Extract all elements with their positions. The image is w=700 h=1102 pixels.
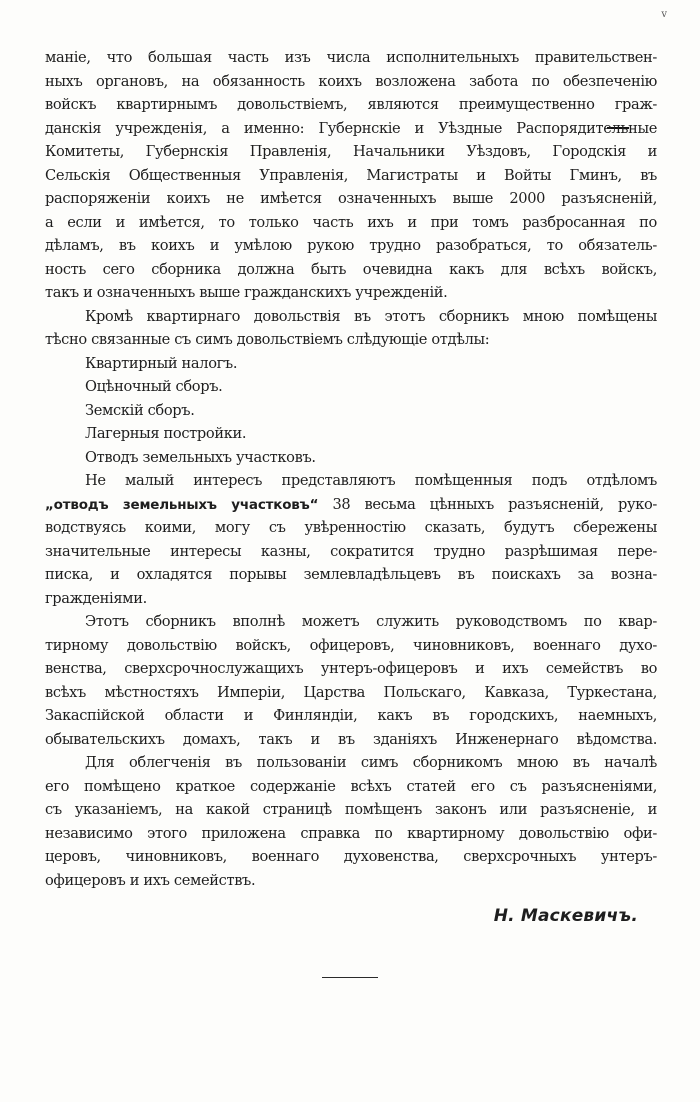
text-line: его помѣщено краткое содержаніе всѣхъ статей его съ разъясненіями, <box>45 777 657 795</box>
section-list-item: Оцѣночный сборъ. <box>85 378 223 395</box>
text-line: писка, и охладятся порывы землевладѣльцевъ въ поискахъ за возна- <box>45 566 657 583</box>
text-line: а если и имѣется, то только часть ихъ и при томъ разбросанная по <box>45 213 657 231</box>
text-run: 38 весьма цѣнныхъ разъясненій, руко- <box>318 495 657 513</box>
text-line: Для облегченія въ пользованіи симъ сборникомъ мною въ началѣ <box>85 754 657 771</box>
text-line: ныхъ органовъ, на обязанность коихъ возложена забота по обезпеченію <box>45 72 657 90</box>
text-line: Кромѣ квартирнаго довольствія въ этотъ сборникъ мною помѣщены <box>85 307 657 325</box>
text-line: независимо этого приложена справка по квартирному довольствію офи- <box>45 824 657 842</box>
text-line: распоряженіи коихъ не имѣется означенныхъ выше 2000 разъясненій, <box>45 190 657 207</box>
body-text <box>45 46 657 892</box>
text-line: тирному довольствію войскъ, офицеровъ, чиновниковъ, военнаго духо- <box>45 636 657 654</box>
text-line: значительные интересы казны, сократится трудно разрѣшимая пере- <box>45 542 657 560</box>
text-line: Этотъ сборникъ вполнѣ можетъ служить руководствомъ по квар- <box>85 613 657 630</box>
text-line: всѣхъ мѣстностяхъ Имперіи, Царства Польскаго, Кавказа, Туркестана, <box>45 683 657 701</box>
text-line: обывательскихъ домахъ, такъ и въ зданіяхъ Инженернаго вѣдомства. <box>45 730 657 748</box>
section-list-item: Квартирный налогъ. <box>85 354 238 372</box>
text-line: офицеровъ и ихъ семействъ. <box>45 871 256 889</box>
text-line: маніе, что большая часть изъ числа исполнительныхъ правительствен- <box>45 49 657 66</box>
section-list-item: Земскій сборъ. <box>85 401 195 419</box>
text-line: тѣсно связанные съ симъ довольствіемъ слѣдующіе отдѣлы: <box>45 331 490 348</box>
text-line: церовъ, чиновниковъ, военнаго духовенства, сверхсрочныхъ унтеръ- <box>45 848 657 865</box>
text-line: данскія учрежденія, а именно: Губернскіе и Уѣздные Распорядительные <box>45 119 657 137</box>
text-line: Закаспійской области и Финляндіи, какъ въ городскихъ, наемныхъ, <box>45 707 657 724</box>
text-line: такъ и означенныхъ выше гражданскихъ учрежденій. <box>45 284 448 301</box>
text-line: гражденіями. <box>45 589 147 607</box>
text-line: Не малый интересъ представляютъ помѣщенныя подъ отдѣломъ <box>85 472 657 489</box>
emphasized-section-title: „отводъ земельныхъ участковъ“ <box>45 496 319 513</box>
text-line: водствуясь коими, могу съ увѣренностію сказать, будутъ сбережены <box>45 519 657 536</box>
text-line: съ указаніемъ, на какой страницѣ помѣщенъ законъ или разъясненіе, и <box>45 801 657 818</box>
author-signature: Н. Маскевичъ. <box>493 906 638 926</box>
section-list-item: Отводъ земельныхъ участковъ. <box>85 448 316 466</box>
text-line: войскъ квартирнымъ довольствіемъ, являются преимущественно граж- <box>45 96 657 113</box>
closing-rule <box>322 977 378 978</box>
text-line: венства, сверхсрочнослужащихъ унтеръ-офицеровъ и ихъ семействъ во <box>45 660 657 677</box>
text-line: ность сего сборника должна быть очевидна какъ для всѣхъ войскъ, <box>45 260 657 278</box>
text-line: Комитеты, Губернскія Правленія, Начальники Уѣздовъ, Городскія и <box>45 143 657 160</box>
section-list-item: Лагерныя постройки. <box>85 425 247 442</box>
text-line <box>45 493 657 517</box>
text-line: дѣламъ, въ коихъ и умѣлою рукою трудно разобраться, то обязатель- <box>45 237 657 254</box>
text-line: Сельскія Общественныя Управленія, Магистраты и Войты Гминъ, въ <box>45 166 657 184</box>
page-number: v <box>661 9 667 20</box>
